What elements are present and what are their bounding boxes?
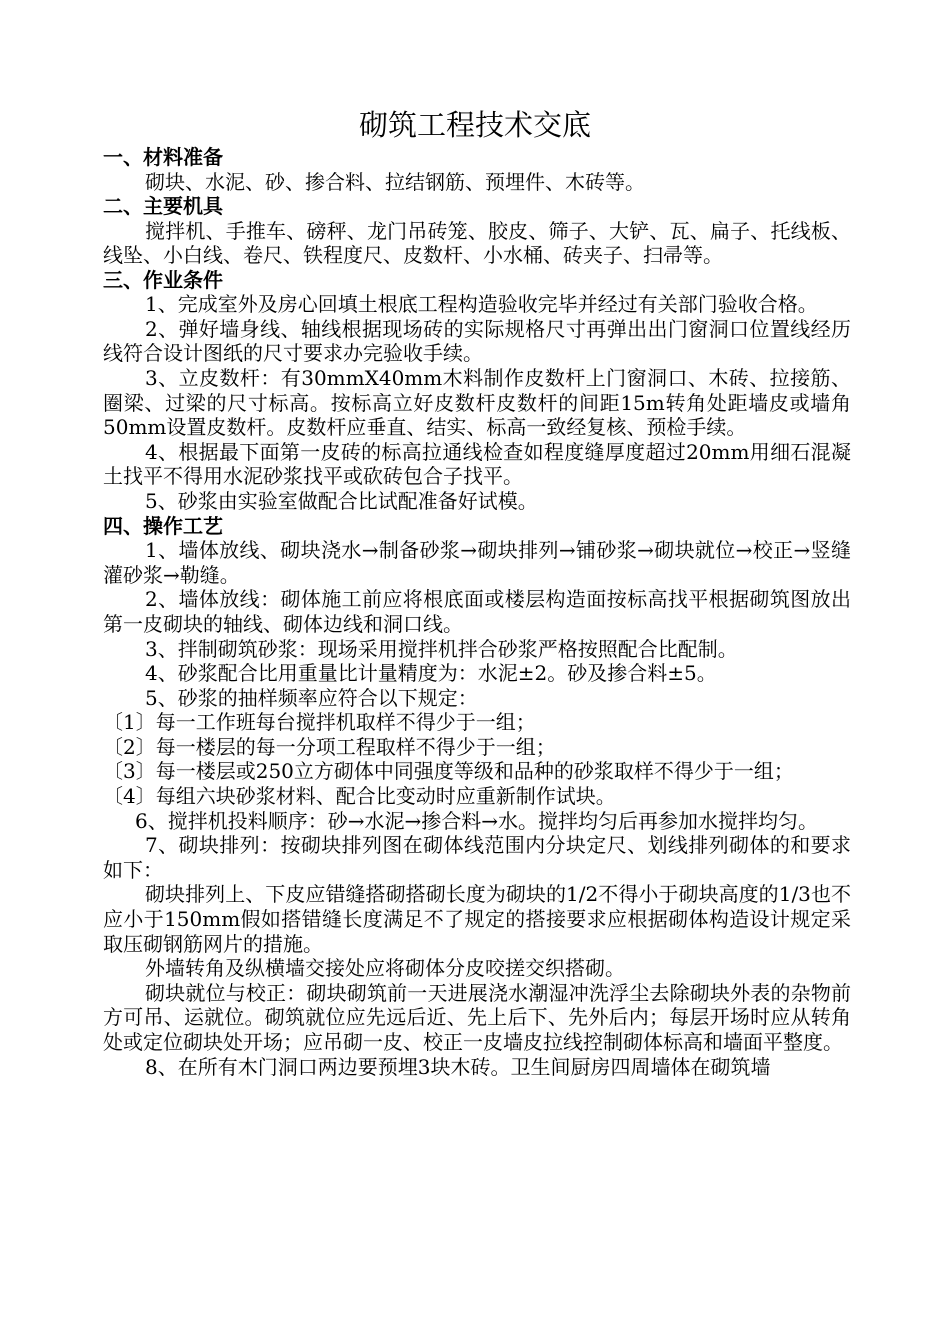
paragraph: 3、立皮数杆：有30mmX40mm木料制作皮数杆上门窗洞口、木砖、拉接筋、圈梁、过梁的尺寸标高。按标高立好皮数杆皮数杆的间距15m转角处距墙皮或墙角50mm设置皮数杆。皮数杆应垂直、结实、标高一致经复核、预检手续。 (103, 366, 851, 440)
document-body (103, 145, 851, 1079)
paragraph: 砌块就位与校正：砌块砌筑前一天进展浇水潮湿冲洗浮尘去除砌块外表的杂物前方可吊、运就位。砌筑就位应先远后近、先上后下、先外后内；每层开场时应从转角处或定位砌块处开场；应吊砌一皮、校正一皮墙皮拉线控制砌体标高和墙面平整度。 (103, 980, 851, 1054)
paragraph: 4、砂浆配合比用重量比计量精度为：水泥±2。砂及掺合料±5。 (145, 661, 717, 686)
paragraph: 1、墙体放线、砌块浇水→制备砂浆→砌块排列→铺砂浆→砌块就位→校正→竖缝灌砂浆→勒缝。 (103, 538, 851, 587)
list-item: 〔1〕每一工作班每台搅拌机取样不得少于一组； (103, 710, 536, 735)
paragraph: 8、在所有木门洞口两边要预埋3块木砖。卫生间厨房四周墙体在砌筑墙 (145, 1054, 771, 1079)
section-heading: 一、材料准备 (103, 145, 223, 169)
paragraph: 1、完成室外及房心回填土根底工程构造验收完毕并经过有关部门验收合格。 (145, 292, 818, 317)
paragraph: 6、搅拌机投料顺序：砂→水泥→掺合料→水。搅拌均匀后再参加水搅拌均匀。 (135, 808, 818, 833)
paragraph: 砌块排列上、下皮应错缝搭砌搭砌长度为砌块的1/2不得小于砌块高度的1/3也不应小于150mm假如搭错缝长度满足不了规定的搭接要求应根据砌体构造设计规定采取压砌钢筋网片的措施。 (103, 882, 851, 956)
list-item: 〔2〕每一楼层的每一分项工程取样不得少于一组； (103, 734, 556, 759)
paragraph: 5、砂浆由实验室做配合比试配准备好试模。 (145, 489, 538, 514)
section-heading: 四、操作工艺 (103, 513, 223, 538)
list-item: 〔4〕每组六块砂浆材料、配合比变动时应重新制作试块。 (103, 784, 616, 809)
list-item: 〔3〕每一楼层或250立方砌体中同强度等级和品种的砂浆取样不得少于一组； (103, 759, 794, 784)
paragraph: 外墙转角及纵横墙交接处应将砌体分皮咬搓交织搭砌。 (145, 956, 625, 981)
paragraph: 4、根据最下面第一皮砖的标高拉通线检查如程度缝厚度超过20mm用细石混凝土找平不得用水泥砂浆找平或砍砖包合子找平。 (103, 439, 851, 489)
document-title: 砌筑工程技术交底 (358, 108, 591, 142)
section-heading: 三、作业条件 (103, 267, 223, 292)
paragraph: 砌块、水泥、砂、掺合料、拉结钢筋、预埋件、木砖等。 (145, 169, 645, 194)
section-heading: 二、主要机具 (103, 194, 223, 219)
paragraph: 2、墙体放线：砌体施工前应将根底面或楼层构造面按标高找平根据砌筑图放出第一皮砌块的轴线、砌体边线和洞口线。 (103, 587, 851, 636)
paragraph: 2、弹好墙身线、轴线根据现场砖的实际规格尺寸再弹出出门窗洞口位置线经历线符合设计图纸的尺寸要求办完验收手续。 (103, 316, 851, 366)
paragraph: 搅拌机、手推车、磅秤、龙门吊砖笼、胶皮、筛子、大铲、瓦、扁子、托线板、线坠、小白线、卷尺、铁程度尺、皮数杆、小水桶、砖夹子、扫帚等。 (103, 218, 851, 268)
paragraph: 3、拌制砌筑砂浆：现场采用搅拌机拌合砂浆严格按照配合比配制。 (145, 636, 738, 661)
paragraph: 7、砌块排列：按砌块排列图在砌体线范围内分块定尺、划线排列砌体的和要求如下： (103, 833, 851, 882)
paragraph: 5、砂浆的抽样频率应符合以下规定： (145, 685, 478, 710)
